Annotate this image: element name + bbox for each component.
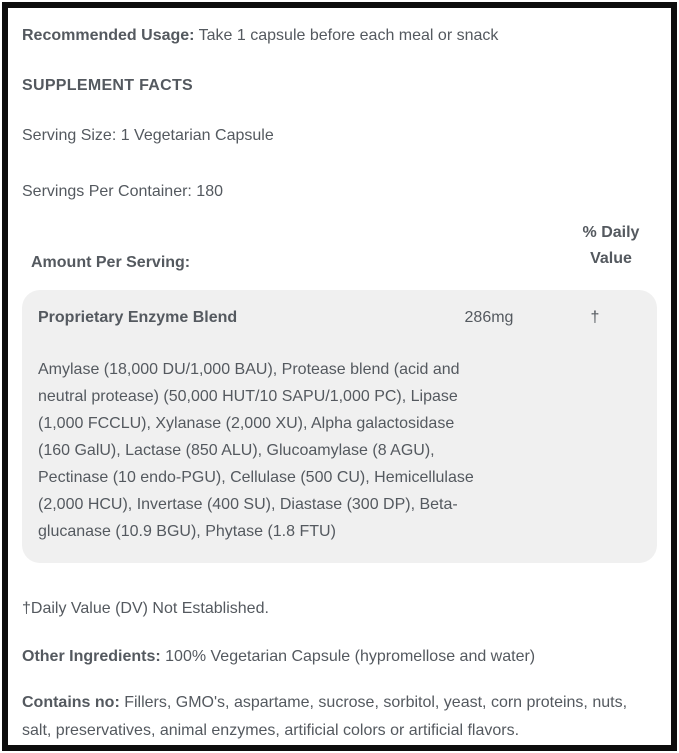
- daily-value-footnote: †Daily Value (DV) Not Established.: [22, 600, 269, 617]
- daily-value-heading-line2: Value: [590, 250, 632, 267]
- other-ingredients-text: 100% Vegetarian Capsule (hypromellose and water): [165, 648, 536, 665]
- blend-name: Proprietary Enzyme Blend: [38, 309, 238, 326]
- recommended-usage-text: Take 1 capsule before each meal or snack: [198, 27, 499, 44]
- blend-ingredients: Amylase (18,000 DU/1,000 BAU), Protease blend (acid and neutral protease) (50,000 HUT/10 SAPU/1,000 PC), Lipase (1,000 FCCLU), Xylanase (2,000 XU), Alpha galactosidase (160 GalU), Lactase (850 ALU), Glucoamylase (8 AGU), Pectinase (10 endo-PGU), Cellulase (500 CU), Hemicellulase (2,000 HCU), Invertase (400 SU), Diastase (300 DP), Beta-glucanase (10.9 BGU), Phytase (1.8 FTU): [38, 361, 474, 540]
- daily-value-heading-line1: % Daily: [582, 224, 640, 241]
- serving-size: Serving Size: 1 Vegetarian Capsule: [22, 127, 274, 144]
- blend-daily-value-dagger: †: [590, 309, 600, 326]
- daily-value-heading: [565, 220, 657, 272]
- contains-no-text: Fillers, GMO's, aspartame, sucrose, sorbitol, yeast, corn proteins, nuts, salt, preservatives, animal enzymes, artificial colors or artificial flavors.: [22, 694, 628, 739]
- facts-header-row: [22, 220, 657, 272]
- blend-row: [38, 306, 641, 330]
- supplement-facts-title: SUPPLEMENT FACTS: [22, 77, 194, 94]
- amount-per-serving-heading: Amount Per Serving:: [31, 254, 191, 271]
- other-ingredients-label: Other Ingredients:: [22, 648, 161, 665]
- recommended-usage-label: Recommended Usage:: [22, 27, 195, 44]
- contains-no-label: Contains no:: [22, 694, 120, 711]
- contains-no: [22, 689, 657, 745]
- recommended-usage: [22, 24, 657, 48]
- servings-per-container: Servings Per Container: 180: [22, 183, 223, 200]
- blend-amount: 286mg: [464, 309, 514, 326]
- other-ingredients: [22, 645, 657, 669]
- supplement-facts-label: [2, 2, 677, 751]
- proprietary-blend-panel: [22, 290, 657, 563]
